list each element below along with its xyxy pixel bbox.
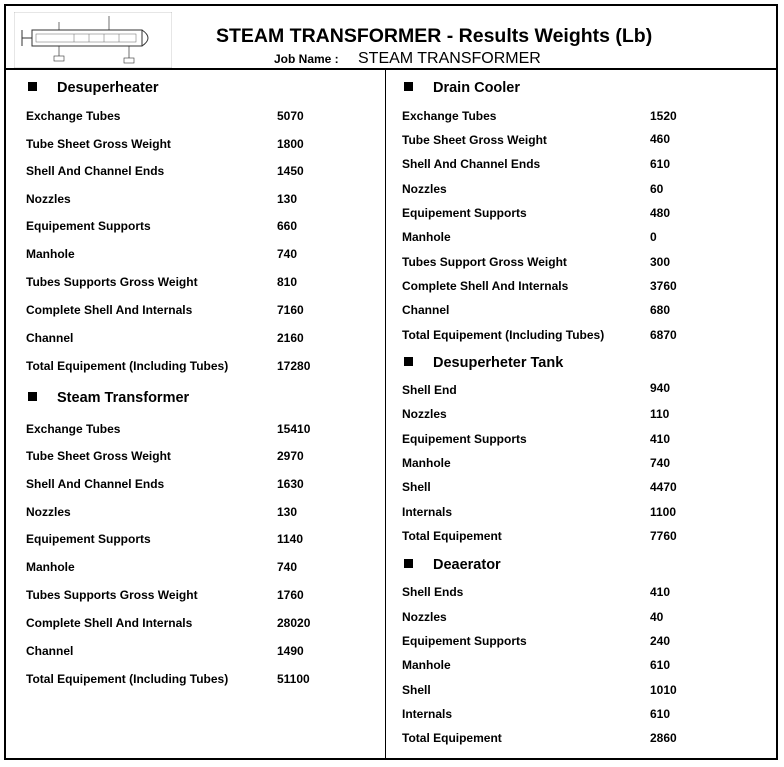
row-label: Tube Sheet Gross Weight — [402, 133, 547, 147]
row-label: Nozzles — [402, 610, 447, 624]
row-label: Channel — [26, 331, 74, 345]
row-value: 240 — [650, 634, 671, 648]
row-label: Tubes Supports Gross Weight — [26, 275, 198, 289]
row-value: 740 — [277, 560, 298, 574]
row-label: Equipement Supports — [26, 219, 151, 233]
row-value: 740 — [277, 247, 298, 261]
row-value: 740 — [650, 456, 671, 470]
row-label: Shell And Channel Ends — [402, 157, 541, 171]
row-label: Equipement Supports — [402, 432, 527, 446]
row-value: 610 — [650, 707, 671, 721]
row-label: Channel — [26, 644, 74, 658]
row-value: 4470 — [650, 480, 677, 494]
row-label: Manhole — [26, 247, 75, 261]
row-label: Equipement Supports — [26, 532, 151, 546]
row-label-total: Total Equipement (Including Tubes) — [26, 672, 229, 686]
section-title-drain-cooler: Drain Cooler — [404, 80, 520, 96]
row-label: Exchange Tubes — [402, 109, 497, 123]
row-label-total: Total Equipement — [402, 529, 502, 543]
row-label: Shell End — [402, 383, 457, 397]
row-value: 460 — [650, 132, 671, 146]
row-value: 410 — [650, 585, 671, 599]
row-value: 28020 — [277, 616, 311, 630]
row-label-total: Total Equipement (Including Tubes) — [26, 359, 229, 373]
row-label: Equipement Supports — [402, 634, 527, 648]
section-title-desuperheter-tank: Desuperheter Tank — [404, 355, 563, 371]
row-value: 1450 — [277, 164, 304, 178]
row-label: Tubes Supports Gross Weight — [26, 588, 198, 602]
row-label: Tube Sheet Gross Weight — [26, 137, 171, 151]
report-header — [4, 4, 778, 70]
row-value: 40 — [650, 610, 664, 624]
row-value: 680 — [650, 303, 671, 317]
row-label: Tubes Support Gross Weight — [402, 255, 567, 269]
row-value: 1100 — [650, 505, 677, 519]
row-value: 7160 — [277, 303, 304, 317]
row-value: 1490 — [277, 644, 304, 658]
section-title-steam-transformer: Steam Transformer — [28, 390, 189, 406]
row-label: Nozzles — [26, 192, 71, 206]
job-name-value: STEAM TRANSFORMER — [358, 50, 541, 67]
section-title-deaerator: Deaerator — [404, 557, 501, 573]
row-label: Nozzles — [402, 407, 447, 421]
row-label: Exchange Tubes — [26, 109, 121, 123]
row-label: Tube Sheet Gross Weight — [26, 449, 171, 463]
section-bullet-icon — [28, 392, 37, 401]
row-value: 110 — [650, 407, 670, 421]
row-value-total: 17280 — [277, 359, 311, 373]
section-title-desuperheater: Desuperheater — [28, 80, 159, 96]
row-label: Complete Shell And Internals — [402, 279, 569, 293]
row-label: Manhole — [26, 560, 75, 574]
row-label: Shell And Channel Ends — [26, 164, 165, 178]
row-value: 1800 — [277, 137, 304, 151]
row-value: 810 — [277, 275, 298, 289]
job-name-label: Job Name : — [274, 52, 339, 66]
row-value: 1520 — [650, 109, 677, 123]
row-label: Shell — [402, 480, 431, 494]
row-value: 940 — [650, 381, 671, 395]
row-label: Complete Shell And Internals — [26, 303, 193, 317]
row-value: 660 — [277, 219, 298, 233]
row-value: 1010 — [650, 683, 677, 697]
row-label: Manhole — [402, 456, 451, 470]
section-bullet-icon — [28, 82, 37, 91]
row-label: Manhole — [402, 658, 451, 672]
row-label: Shell And Channel Ends — [26, 477, 165, 491]
row-label: Shell — [402, 683, 431, 697]
row-label: Complete Shell And Internals — [26, 616, 193, 630]
row-label: Shell Ends — [402, 585, 464, 599]
exchanger-schematic-thumbnail — [14, 12, 172, 68]
section-bullet-icon — [404, 82, 413, 91]
section-bullet-icon — [404, 559, 413, 568]
row-label: Nozzles — [402, 182, 447, 196]
row-value: 1630 — [277, 477, 304, 491]
row-value: 610 — [650, 157, 671, 171]
column-divider — [385, 70, 386, 758]
row-value-total: 6870 — [650, 328, 677, 342]
row-value-total: 7760 — [650, 529, 677, 543]
row-value: 480 — [650, 206, 671, 220]
row-label: Manhole — [402, 230, 451, 244]
row-label: Equipement Supports — [402, 206, 527, 220]
row-value: 2160 — [277, 331, 304, 345]
row-value: 300 — [650, 255, 671, 269]
report-title: STEAM TRANSFORMER - Results Weights (Lb) — [216, 25, 653, 47]
row-value: 3760 — [650, 279, 677, 293]
row-value: 5070 — [277, 109, 304, 123]
row-value: 0 — [650, 230, 657, 244]
row-value: 1760 — [277, 588, 304, 602]
row-value: 130 — [277, 192, 298, 206]
row-value: 60 — [650, 182, 664, 196]
row-label: Internals — [402, 505, 453, 519]
row-value-total: 51100 — [277, 672, 310, 686]
row-value: 15410 — [277, 422, 311, 436]
section-bullet-icon — [404, 357, 413, 366]
row-label: Exchange Tubes — [26, 422, 121, 436]
row-value: 1140 — [277, 532, 304, 546]
row-value: 2970 — [277, 449, 304, 463]
row-label: Nozzles — [26, 505, 71, 519]
row-value: 410 — [650, 432, 671, 446]
row-value: 130 — [277, 505, 298, 519]
row-label: Channel — [402, 303, 450, 317]
row-label-total: Total Equipement — [402, 731, 502, 745]
row-label-total: Total Equipement (Including Tubes) — [402, 328, 605, 342]
row-label: Internals — [402, 707, 453, 721]
row-value: 610 — [650, 658, 671, 672]
row-value-total: 2860 — [650, 731, 677, 745]
